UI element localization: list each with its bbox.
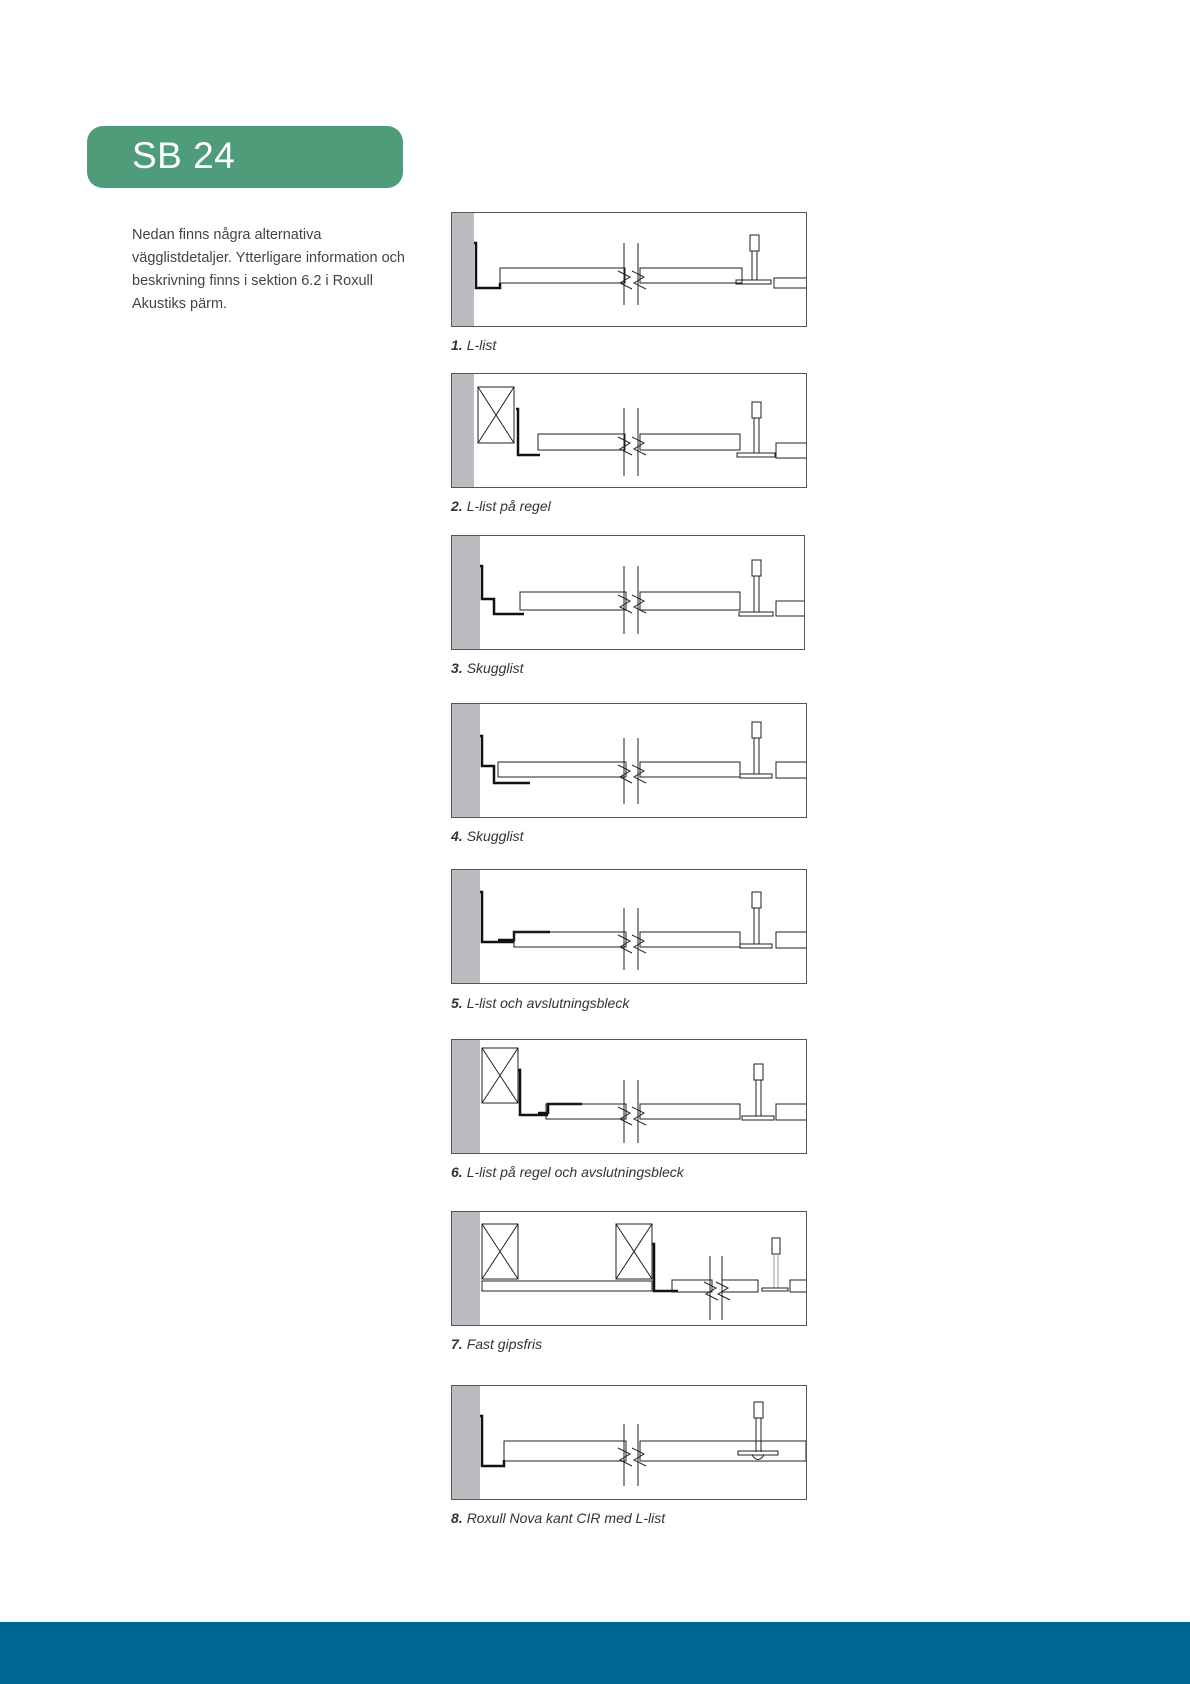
figure-1-drawing [451,212,807,327]
figure-6-drawing [451,1039,807,1154]
figure-5-drawing [451,869,807,984]
figure-6-svg [452,1040,806,1153]
figure-4-svg [452,704,806,817]
footer-bar [0,1622,1190,1684]
page-title: SB 24 [132,135,236,176]
intro-text: Nedan finns några alternativa vägglistdetaljer. Ytterligare information och beskrivning finns i sektion 6.2 i Roxull Akustiks pärm. [132,227,405,312]
figure-7-svg [452,1212,806,1325]
figure-2-drawing [451,373,807,488]
figure-2-caption: 2. L-list på regel [451,498,551,514]
figure-3-drawing [451,535,805,650]
figure-1-svg [452,213,806,326]
figure-7-caption: 7. Fast gipsfris [451,1336,543,1352]
figure-5-svg [452,870,806,983]
figure-6-caption: 6. L-list på regel och avslutningsbleck [451,1164,684,1180]
figure-3-svg [452,536,805,649]
figure-8-svg [452,1386,806,1499]
figure-7-drawing [451,1211,807,1326]
figure-3-caption: 3. Skugglist [451,660,524,676]
figure-2-svg [452,374,806,487]
title-tab [87,126,403,188]
figure-4-caption: 4. Skugglist [451,828,524,844]
figure-1-caption: 1. L-list [451,337,497,353]
figure-4-drawing [451,703,807,818]
figure-8-drawing [451,1385,807,1500]
figure-8-caption: 8. Roxull Nova kant CIR med L-list [451,1510,666,1526]
figure-5-caption: 5. L-list och avslutningsbleck [451,995,630,1011]
